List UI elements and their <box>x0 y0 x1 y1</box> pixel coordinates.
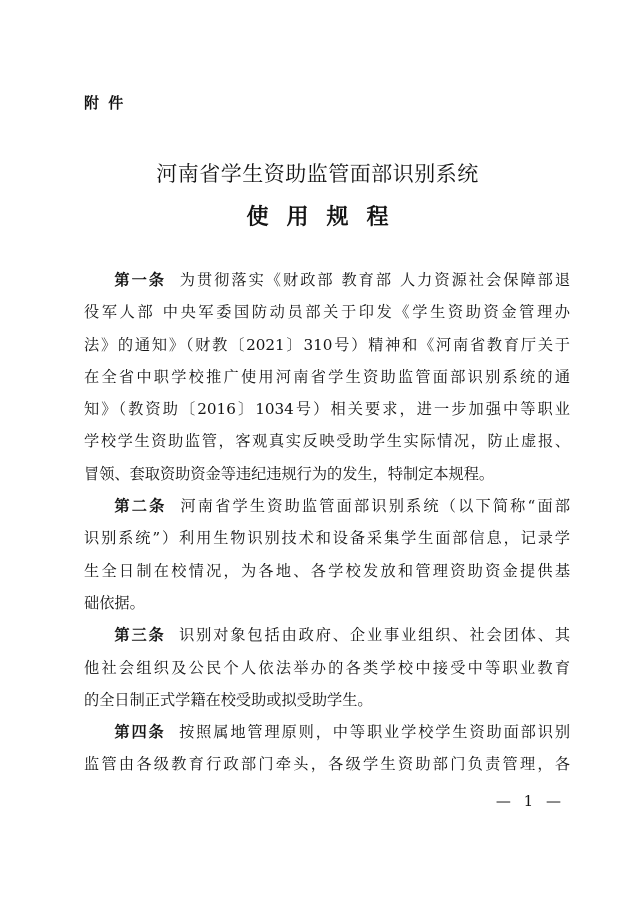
article-line: 知》（教资助〔2016〕1034号）相关要求，进一步加强中等职业 <box>84 400 570 419</box>
page-number: — 1 — <box>495 792 565 810</box>
document-body <box>84 264 570 781</box>
subtitle-char: 使 <box>246 204 269 230</box>
article-line: 生全日制在校情况，为各地、各学校发放和管理资助资金提供基 <box>84 561 570 580</box>
article-line: 识别系统”）利用生物识别技术和设备采集学生面部信息，记录学 <box>84 529 570 548</box>
article-2 <box>84 490 570 619</box>
subtitle-char: 程 <box>366 204 389 230</box>
article-1 <box>84 264 570 490</box>
article-line: 他社会组织及公民个人依法举办的各类学校中接受中等职业教育 <box>84 658 570 677</box>
article-line: 法》的通知》（财教〔2021〕310号）精神和《河南省教育厅关于 <box>84 335 570 354</box>
article-label: 第四条 <box>114 723 166 742</box>
article-line: 监管由各级教育行政部门牵头，各级学生资助部门负责管理，各 <box>84 755 570 774</box>
document-subtitle <box>0 200 635 231</box>
article-line: 的全日制正式学籍在校受助或拟受助学生。 <box>84 690 373 709</box>
article-line: 冒领、套取资助资金等违纪违规行为的发生，特制定本规程。 <box>84 464 495 483</box>
article-line <box>84 264 570 296</box>
article-line <box>84 490 570 522</box>
subtitle-char: 规 <box>326 204 349 230</box>
article-line: 在全省中职学校推广使用河南省学生资助监管面部识别系统的通 <box>84 367 570 386</box>
article-3 <box>84 619 570 716</box>
article-text: 为贯彻落实《财政部 教育部 人力资源社会保障部退 <box>179 271 571 289</box>
article-line <box>84 619 570 651</box>
article-line: 础依据。 <box>84 593 145 612</box>
article-text: 按照属地管理原则，中等职业学校学生资助面部识别 <box>179 723 571 742</box>
subtitle-char: 用 <box>286 204 309 230</box>
article-label: 第三条 <box>114 626 166 645</box>
article-text: 河南省学生资助监管面部识别系统（以下简称“面部 <box>180 497 571 516</box>
article-line: 学校学生资助监管，客观真实反映受助学生实际情况，防止虚报、 <box>84 432 570 451</box>
article-label: 第一条 <box>114 271 167 289</box>
article-4 <box>84 716 570 781</box>
attachment-label: 附 件 <box>84 94 126 112</box>
article-text: 识别对象包括由政府、企业事业组织、社会团体、其 <box>179 626 571 645</box>
article-label: 第二条 <box>114 497 167 516</box>
article-line: 役军人部 中央军委国防动员部关于印发《学生资助资金管理办 <box>84 303 570 322</box>
article-line <box>84 716 570 748</box>
document-title: 河南省学生资助监管面部识别系统 <box>156 162 479 186</box>
